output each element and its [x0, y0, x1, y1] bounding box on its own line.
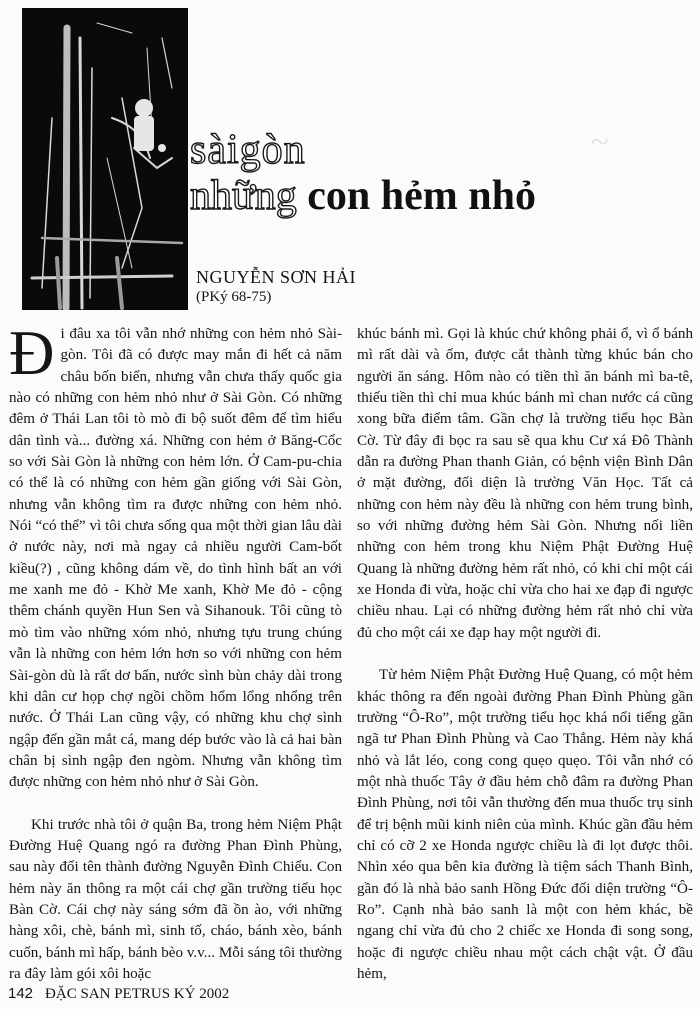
- left-paragraph-1-text: i đâu xa tôi vẫn nhớ những con hẻm nhỏ Sài-gòn. Tôi đã có được may mắn đi hết cả năm châu bốn biển, nhưng vẫn chưa thấy quốc gia nào có những con hẻm nhỏ như ở Sài Gòn. Có những đêm ở Thái Lan tôi tò mò đi bộ suốt đêm để tìm hiểu dân tình và... đường xá. Những con hẻm ở Băng-Cốc so với Sài Gòn là những con hẻm lớn. Ở Cam-pu-chia có thể là có những con hẻm gần giống với Sài Gòn, nhưng vẫn không tìm ra được những con hẻm nhỏ. Nói “có thể” vì tôi chưa sống qua một thời gian lâu dài ở nước này, nơi mà ngay cả nhiều người Cam-bốt kiều(?) , cũng không dám về, do tình hình bất an với me xanh me đỏ - Khờ Me xanh, Khờ Me đỏ - cộng thêm chánh quyền Hun Sen và Sihanouk. Tôi cũng tò mò tìm vào những xóm nhỏ, nhưng tựu trung chúng vẫn là những con hẻm lớn hơn so với những con hẻm Sài-gòn dù là rất dơ bẩn, nước sình bùn chảy dài trong khi dân cư họp chợ ngồi chồm hổm lổng nhổng trên nước. Ở Thái Lan cũng vậy, có những khu chợ sình ngập đến gần mắt cá, mang dép bước vào là cả hai bàn chân bị sình ngập đen ngòm. Nhưng vẫn không tìm được những con hẻm nhỏ như ở Sài Gòn.: [9, 326, 342, 791]
- publication-name: ĐẶC SAN PETRUS KÝ 2002: [45, 986, 230, 1002]
- right-column: [357, 324, 693, 985]
- page-number: 142: [8, 985, 34, 1002]
- ghost-script: ~: [590, 124, 609, 161]
- title-line-1: sàigòn: [190, 127, 306, 173]
- right-paragraph-1: khúc bánh mì. Gọi là khúc chứ không phải ổ, vì ổ bánh mì rất dài và ốm, được cắt thành từng khúc bán cho người ăn sáng. Hôm nào có tiền thì ăn bánh mì ba-tê, thiếu tiền thì chỉ mua khúc bánh mì chan nước cá cũng xong bữa điểm tâm. Gần chợ là trường tiểu học Bàn Cờ. Từ đây đi bọc ra sau sẽ qua khu Cư xá Đô Thành dẫn ra đường Phan thanh Giản, có bệnh viện Bình Dân ở mặt đường, đối diện là trường Văn Học. Tất cả những con hẻm này đều là những con hẻm trung bình, so với những đường hẻm Sài Gòn. Nhưng nối liền những con hẻm trong khu Niệm Phật Đường Huệ Quang là những đường hẻm rất nhỏ, có khi chỉ một cái xe Honda đi vừa, hoặc chỉ vừa cho hai xe đạp đi ngược chiều nhau. Lại có những đường hẻm rất nhỏ chỉ vừa đủ cho một cái xe đạp hay một người đi.: [357, 326, 693, 641]
- drop-cap: Đ: [9, 318, 55, 388]
- left-paragraph-1: [9, 318, 342, 794]
- article-photo: [22, 8, 188, 310]
- right-paragraph-2: Từ hẻm Niệm Phật Đường Huệ Quang, có một hẻm khác thông ra đến ngoài đường Phan Đình Phùng gần trường “Ô-Ro”, một trường tiểu học khá nổi tiếng gần ngã tư Phan Đình Phùng và Cao Thắng. Hẻm này khá nhỏ và lắt léo, cong cong quẹo quẹo. Tôi vẫn nhớ có một nhà thuốc Tây ở đầu hẻm chỗ đâm ra đường Phan Đình Phùng, nơi tôi vẫn thường đến mua thuốc trụ sinh để trị bệnh mũi kinh niên của mình. Khúc gần đầu hẻm chỉ có cỡ 2 xe Honda ngược chiều là đi lọt được thôi. Nhìn xéo qua bên kia đường là tiệm sách Thanh Bình, gần đó là nhà bảo sanh Hồng Đức đối diện trường “Ô-Ro”. Cạnh nhà bảo sanh là một con hẻm khác, bề ngang chỉ vừa đủ cho 2 chiếc xe Honda đi song song, hoặc đi ngược chiều nhau một cách chật vật. Ở đầu hẻm,: [357, 667, 693, 982]
- title-outline-word: những: [190, 173, 297, 219]
- title-line-2: [190, 172, 536, 220]
- left-paragraph-2: Khi trước nhà tôi ở quận Ba, trong hẻm Niệm Phật Đường Huệ Quang ngó ra đường Phan Đình Phùng, sau này đổi tên thành đường Nguyễn Đình Chiểu. Con hẻm này ăn thông ra một cái chợ gần trường tiểu học Bàn Cờ. Cái chợ này sáng sớm đã ồn ào, với những hàng xôi, chè, bánh mì, sinh tố, cháo, bánh xèo, bánh cuốn, bánh mì hấp, bánh bèo v.v... Mỗi sáng tôi thường ra đây làm gói xôi hoặc: [9, 816, 342, 982]
- photo-illustration: [22, 8, 188, 310]
- left-column: [9, 318, 342, 985]
- author-name: NGUYỄN SƠN HẢI: [196, 267, 356, 287]
- page-footer: [8, 985, 229, 1003]
- title-bold-words: con hẻm nhỏ: [307, 173, 536, 219]
- author-class-note: (PKý 68-75): [196, 289, 272, 305]
